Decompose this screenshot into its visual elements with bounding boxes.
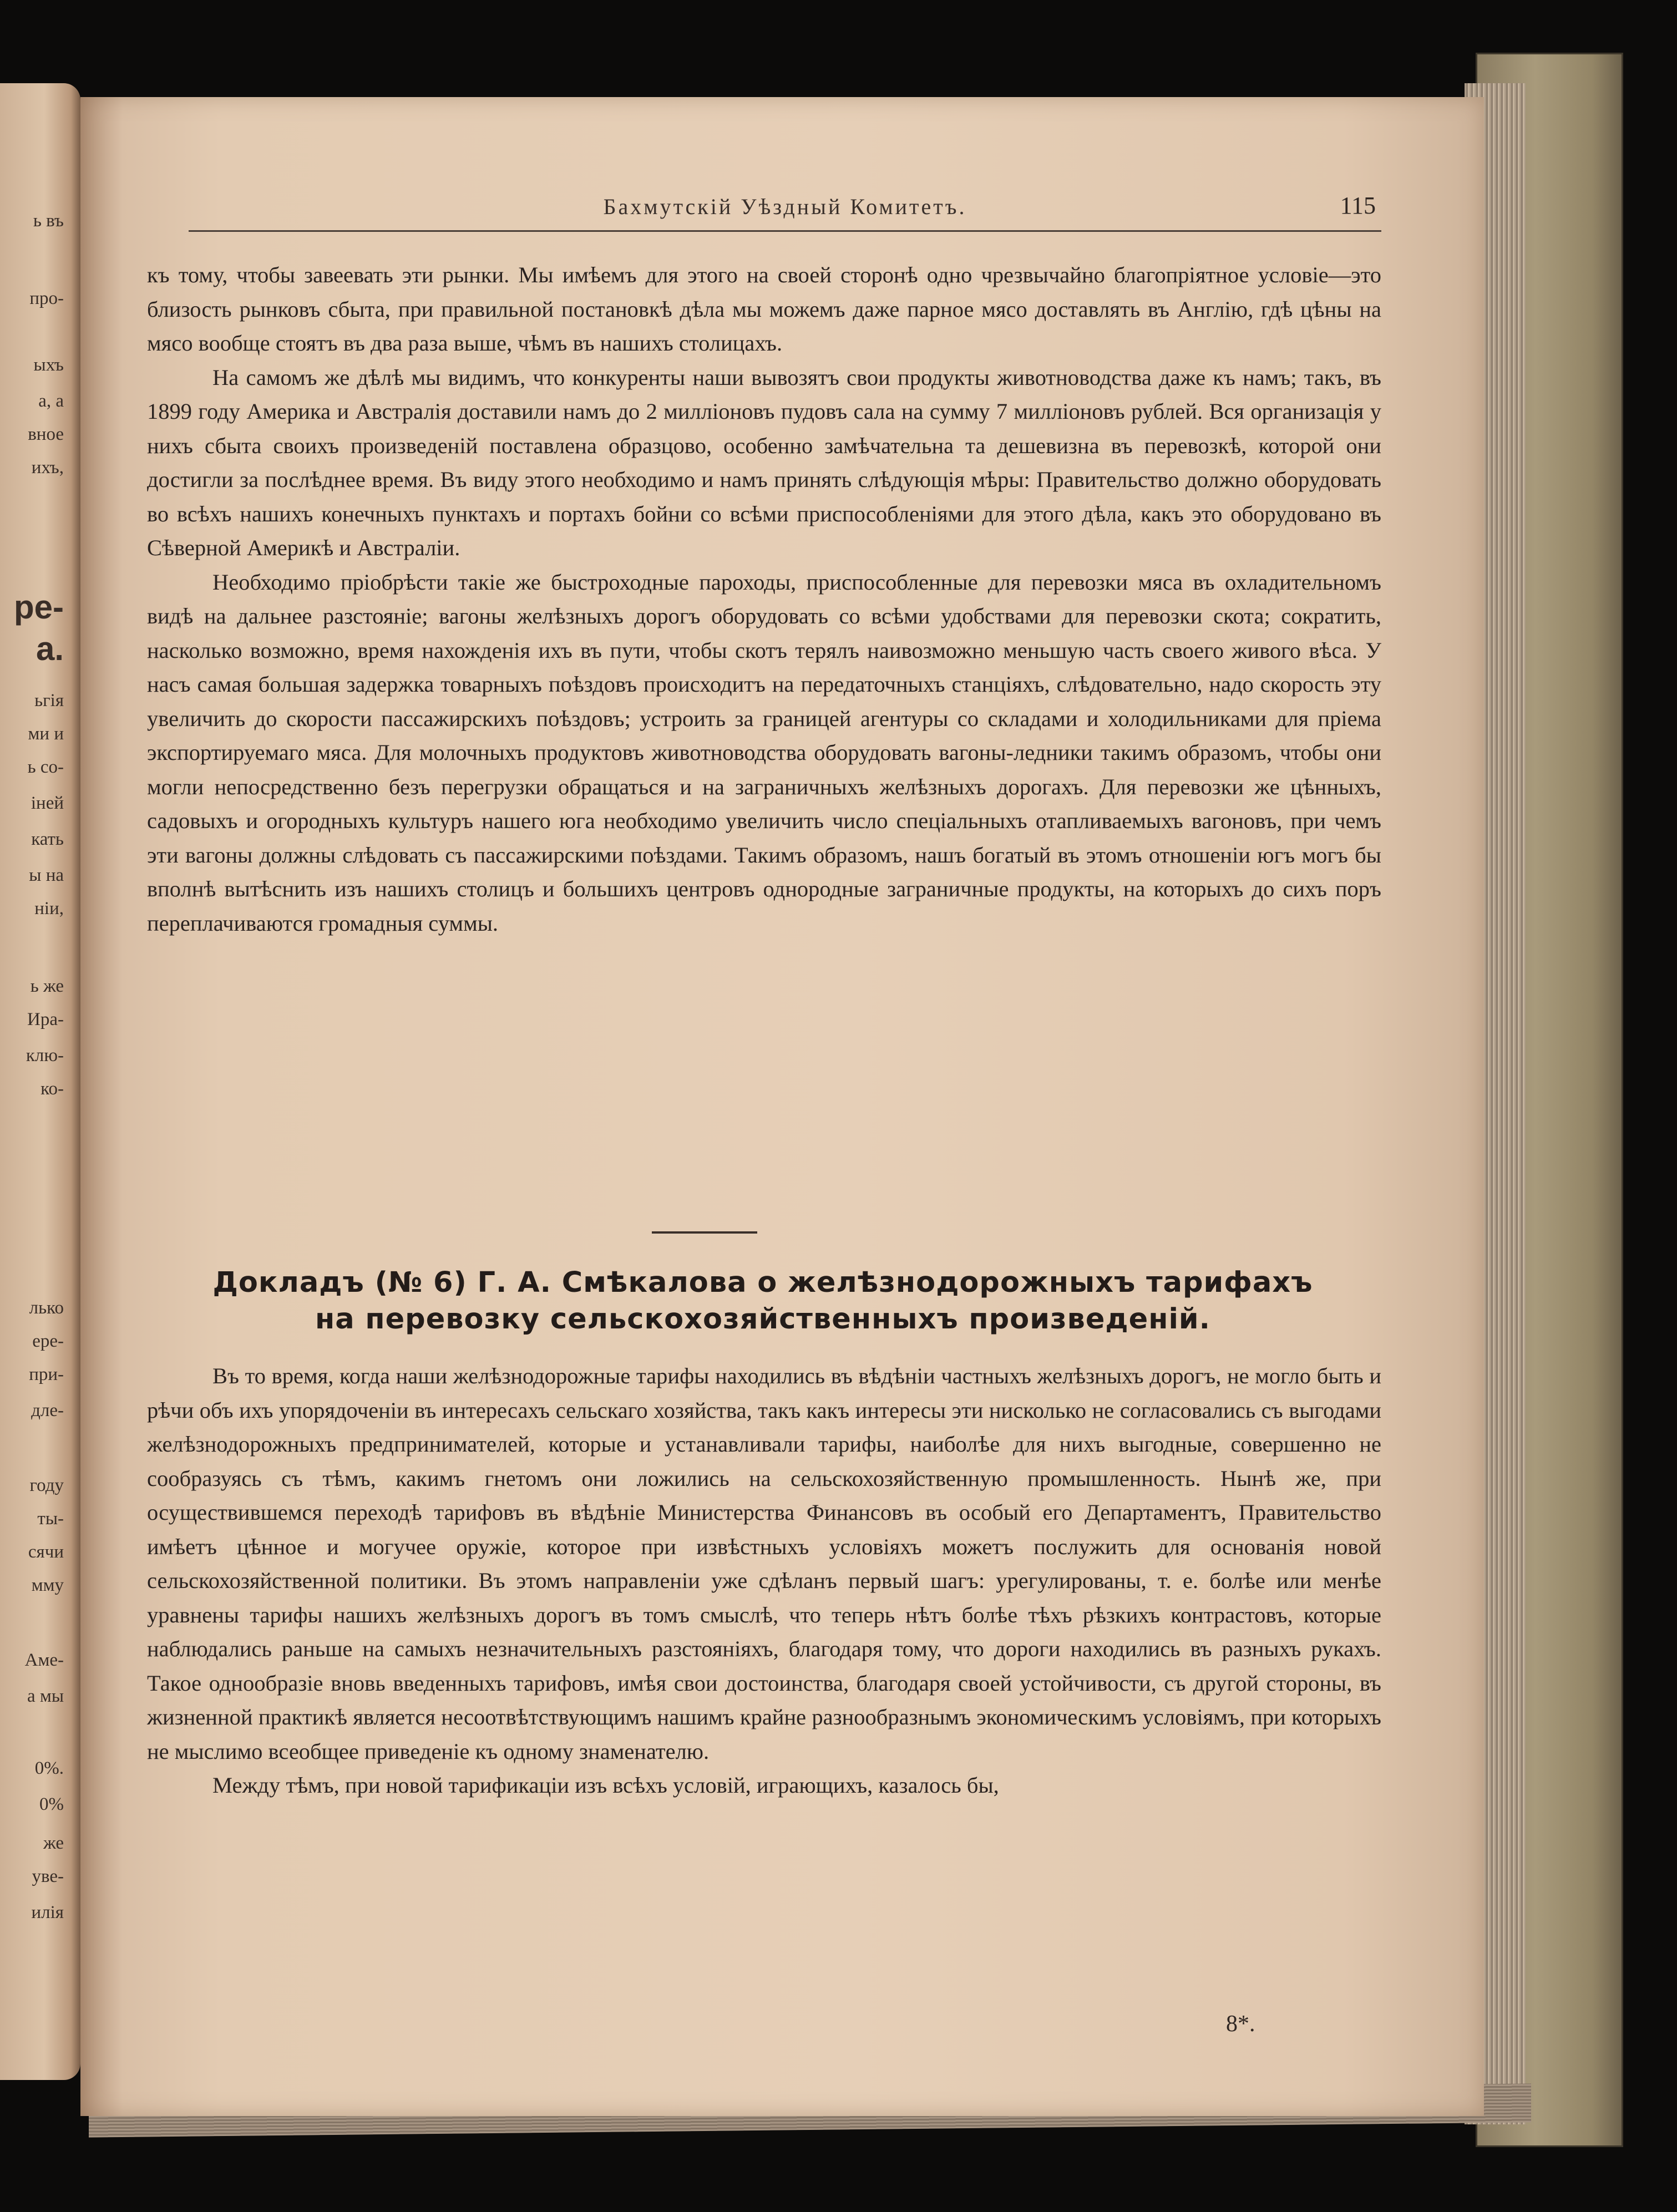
previous-page-fragment: дле- [31, 1401, 64, 1420]
previous-page-fragment: илія [31, 1902, 64, 1922]
previous-page-fragment: ы на [29, 865, 64, 885]
report-text [147, 1359, 1381, 1803]
previous-page-fragment: кать [31, 829, 64, 849]
previous-page-fragment: при- [29, 1364, 64, 1384]
body-text [147, 258, 1381, 940]
previous-page-fragment: а мы [27, 1686, 64, 1706]
paragraph-competitors: На самомъ же дѣлѣ мы видимъ, что конкуренты наши вывозятъ свои продукты животноводства даже къ намъ; такъ, въ 1899 году Америка и Австралія доставили намъ до 2 милліоновъ пудовъ сала на сумму 7 милліоновъ рублей. Вся организація у нихъ сбыта своихъ произведеній поставлена образцово, особенно замѣчательна та дешевизна въ перевозкѣ, которой они достигли за послѣднее время. Въ виду этого необходимо и намъ принять слѣдующія мѣры: Правительство должно оборудовать во всѣхъ нашихъ конечныхъ пунктахъ и портахъ бойни со всѣми приспособленіями для этого дѣла, какъ это оборудовано въ Сѣверной Америкѣ и Австраліи. [147, 364, 1381, 560]
previous-page-fragment: ьгія [34, 691, 64, 711]
previous-page-fragment: ь же [30, 976, 64, 996]
previous-page-fragment: ь со- [27, 757, 64, 777]
previous-page-fragment: же [43, 1833, 64, 1853]
paragraph-tariffs: Въ то время, когда наши желѣзнодорожные тарифы находились въ вѣдѣніи частныхъ желѣзныхъ дорогъ, не могло быть и рѣчи объ ихъ упорядоченіи въ интересахъ сельскаго хозяйства, такъ какъ интересы эти нисколько не согласовались съ выгодами желѣзнодорожныхъ предпринимателей, которые и устанавливали тарифы, наиболѣе для нихъ выгодные, совершенно не сообразуясь съ тѣмъ, какимъ гнетомъ они ложились на сельскохозяйственную промышленность. Нынѣ же, при осуществившемся переходѣ тарифовъ въ вѣдѣніе Министерства Финансовъ въ особый его Департаментъ, Правительство имѣетъ цѣнное и могучее оружіе, которое при извѣстныхъ условіяхъ можетъ послужить для основанія новой сельскохозяйственной политики. Въ этомъ направленіи уже сдѣланъ первый шагъ: урегулированы, т. е. болѣе или менѣе уравнены тарифы нашихъ желѣзныхъ дорогъ въ томъ смыслѣ, что теперь нѣтъ болѣе тѣхъ рѣзкихъ контрастовъ, которые наблюдались раньше на самыхъ незначительныхъ разстояніяхъ, благодаря тому, что дороги находились въ разныхъ рукахъ. Такое однообразіе вновь введенныхъ тарифовъ, имѣя свои достоинства, благодаря своей устойчивости, съ другой стороны, въ жизненной практикѣ является несоотвѣтствующимъ нашимъ крайне разнообразнымъ экономическимъ условіямъ, при которыхъ не мыслимо всеобщее приведеніе къ одному знаменателю. [147, 1363, 1381, 1764]
previous-page-fragment: ере- [32, 1331, 64, 1351]
report-heading-line-1: Докладъ (№ 6) Г. А. Смѣкалова о желѣзнодорожныхъ тарифахъ [212, 1266, 1313, 1299]
previous-page-fragment: ь въ [33, 211, 64, 231]
paragraph-measures: Необходимо пріобрѣсти такіе же быстроходные пароходы, приспособленные для перевозки мяса въ охладительномъ видѣ на дальнее разстояніе; вагоны желѣзныхъ дорогъ оборудовать со всѣми удобствами для перевозки скота; сократить, насколько возможно, время нахожденія ихъ въ пути, чтобы скотъ терялъ наивозможно меньшую часть своего живого вѣса. У насъ самая большая задержка товарныхъ поѣздовъ происходитъ на передаточныхъ станціяхъ, слѣдовательно, надо скорость эту увеличить до скорости пассажирскихъ поѣздовъ; устроить за границей агентуры со складами и холодильниками для пріема экспортируемаго мяса. Для молочныхъ продуктовъ животноводства оборудовать вагоны-ледники такимъ образомъ, чтобы они могли непосредственно безъ перегрузки обращаться и на заграничныхъ желѣзныхъ дорогахъ. Для перевозки же цѣнныхъ, садовыхъ и огородныхъ культуръ нашего юга необходимо увеличить число спеціальныхъ отапливаемыхъ вагоновъ, при чемъ эти вагоны должны слѣдовать съ пассажирскими поѣздами. Такимъ образомъ, нашъ богатый въ этомъ отношеніи югъ могъ бы вполнѣ вытѣснить изъ нашихъ столицъ и большихъ центровъ однородные заграничные продукты, на которыхъ до сихъ поръ переплачиваются громадныя суммы. [147, 569, 1381, 936]
report-heading-line-2: на перевозку сельскохозяйственныхъ произведеній. [315, 1303, 1211, 1336]
previous-page-fragment: 0% [39, 1794, 64, 1814]
previous-page-fragment: вное [28, 424, 64, 444]
book-page [80, 97, 1484, 2116]
previous-page-fragment: мму [31, 1575, 64, 1595]
paragraph-new-tariffication: Между тѣмъ, при новой тарификаціи изъ всѣхъ условій, играющихъ, казалось бы, [212, 1773, 999, 1798]
previous-page-fragment: ихъ, [31, 458, 64, 478]
previous-page-fragment: про- [29, 288, 64, 308]
previous-page-fragment: клю- [26, 1046, 64, 1066]
section-divider [652, 1231, 757, 1234]
previous-page-fragment: а. [36, 630, 64, 667]
previous-page-fragment: ре- [14, 588, 64, 626]
previous-page-fragment: уве- [32, 1866, 64, 1886]
previous-page-edge [0, 83, 80, 2080]
printer-signature: 8*. [1226, 2011, 1255, 2037]
previous-page-fragment: іней [31, 793, 64, 813]
previous-page-fragment: лько [29, 1298, 64, 1318]
previous-page-fragment: ми и [28, 724, 64, 744]
previous-page-fragment: а, а [38, 391, 64, 411]
page-number: 115 [1340, 192, 1376, 219]
paragraph-continuation: къ тому, чтобы завеевать эти рынки. Мы имѣемъ для этого на своей сторонѣ одно чрезвычайно благопріятное условіе—это близость рынковъ сбыта, при правильной постановкѣ дѣла мы можемъ даже парное мясо доставлять въ Англію, гдѣ цѣны на мясо вообще стоятъ въ два раза выше, чѣмъ въ нашихъ столицахъ. [147, 262, 1381, 356]
running-header [189, 186, 1381, 232]
previous-page-fragment: году [29, 1475, 64, 1495]
previous-page-fragment: 0%. [34, 1758, 64, 1778]
previous-page-fragment: Аме- [24, 1650, 64, 1670]
previous-page-fragment: ыхъ [33, 355, 64, 375]
previous-page-fragment: ніи, [34, 899, 64, 919]
previous-page-fragment: ты- [37, 1509, 64, 1529]
previous-page-fragment: Ира- [27, 1009, 64, 1029]
previous-page-fragment: ко- [40, 1079, 64, 1099]
report-heading [119, 1265, 1406, 1338]
previous-page-fragment: сячи [28, 1542, 64, 1562]
running-title: Бахмутскій Уѣздный Комитетъ. [603, 194, 967, 219]
